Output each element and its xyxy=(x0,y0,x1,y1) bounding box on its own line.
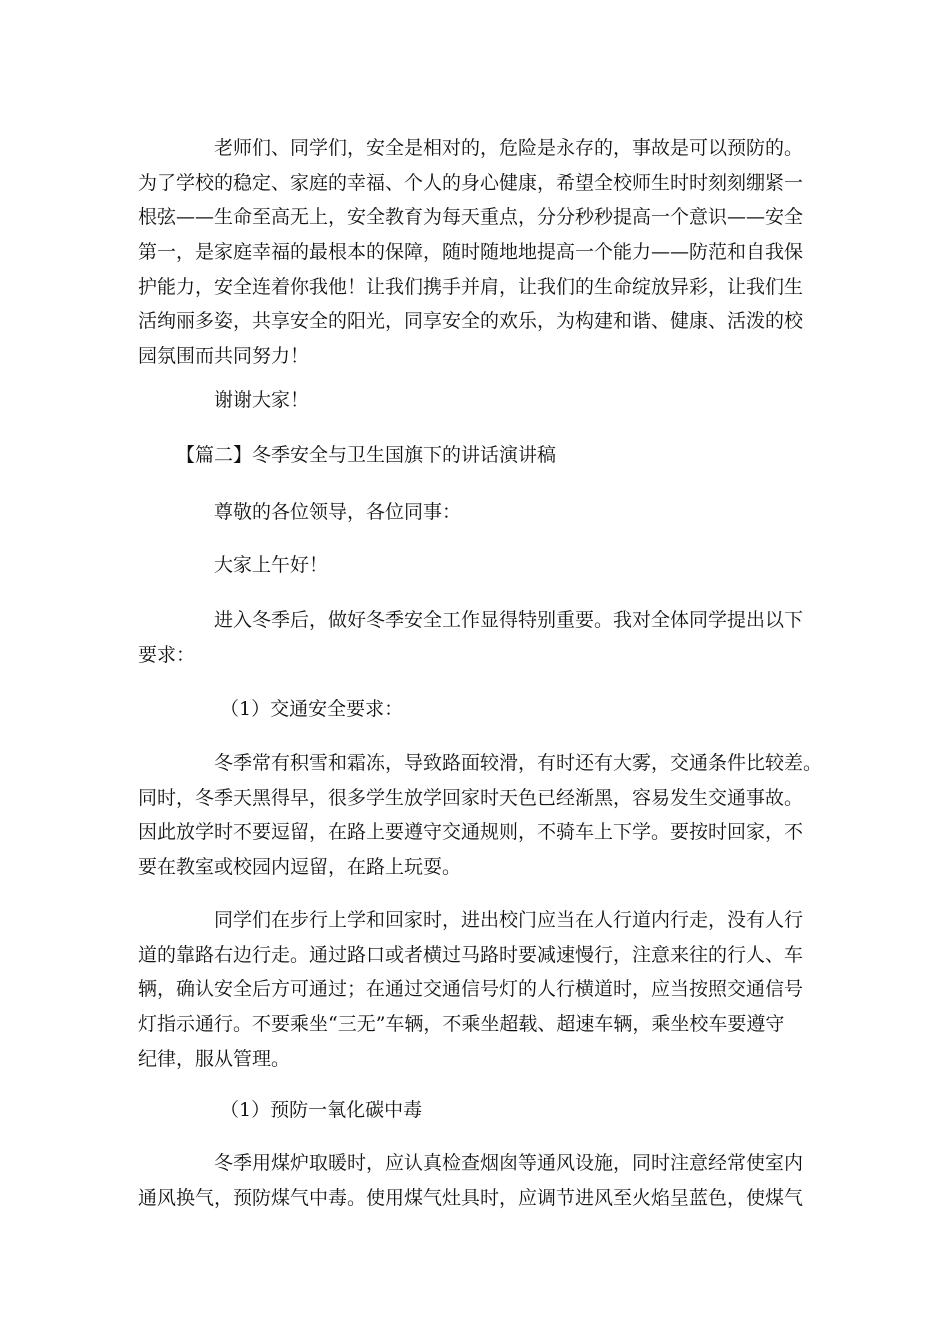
subheading-text: （1）交通安全要求： xyxy=(220,698,404,720)
text-line: 道的靠路右边行走。通过路口或者横过马路时要减速慢行，注意来往的行人、车 xyxy=(138,943,804,966)
traffic-paragraph-2 xyxy=(138,903,828,1076)
text-line: 为了学校的稳定、家庭的幸福、个人的身心健康，希望全校师生时时刻刻绷紧一 xyxy=(138,171,804,194)
text-line: 纪律，服从管理。 xyxy=(138,1047,291,1070)
text-line: 灯指示通行。不要乘坐“三无”车辆，不乘坐超载、超速车辆，乘坐校车要遵守 xyxy=(138,1013,785,1036)
text-line: 因此放学时不要逗留，在路上要遵守交通规则，不骑车上下学。要按时回家，不 xyxy=(138,821,804,844)
section-title xyxy=(138,438,828,473)
text-line: 园氛围而共同努力！ xyxy=(138,345,310,368)
salutation xyxy=(138,495,828,530)
thanks-text: 谢谢大家！ xyxy=(214,389,310,411)
text-line: 辆，确认安全后方可通过；在通过交通信号灯的人行横道时，应当按照交通信号 xyxy=(138,978,804,1001)
text-line: 护能力，安全连着你我他！让我们携手并肩，让我们的生命绽放异彩，让我们生 xyxy=(138,275,804,298)
subheading-traffic xyxy=(138,692,828,727)
thanks-line xyxy=(138,383,828,418)
text-line: 冬季用煤炉取暖时，应认真检查烟囱等通风设施，同时注意经常使室内 xyxy=(214,1152,804,1174)
co-paragraph xyxy=(138,1146,828,1215)
text-line: 要求： xyxy=(138,643,196,666)
text-line: 通风换气，预防煤气中毒。使用煤气灶具时，应调节进风至火焰呈蓝色，使煤气 xyxy=(138,1186,804,1209)
subheading-co xyxy=(138,1093,828,1128)
salutation-text: 尊敬的各位领导，各位同事： xyxy=(214,501,462,523)
greeting-text: 大家上午好！ xyxy=(214,554,329,576)
text-line: 活绚丽多姿，共享安全的阳光，同享安全的欢乐，为构建和谐、健康、活泼的校 xyxy=(138,310,804,333)
text-line: 进入冬季后，做好冬季安全工作显得特别重要。我对全体同学提出以下 xyxy=(214,609,804,631)
traffic-paragraph-1 xyxy=(138,746,828,885)
text-line: 冬季常有积雪和霜冻，导致路面较滑，有时还有大雾，交通条件比较差。 xyxy=(214,752,823,774)
text-line: 要在教室或校园内逗留，在路上玩耍。 xyxy=(138,856,462,879)
text-line: 第一，是家庭幸福的最根本的保障，随时随地地提高一个能力——防范和自我保 xyxy=(138,241,804,264)
text-line: 老师们、同学们，安全是相对的，危险是永存的，事故是可以预防的。 xyxy=(214,137,804,159)
subheading-text: （1）预防一氧化碳中毒 xyxy=(220,1099,423,1121)
section-title-text: 【篇二】冬季安全与卫生国旗下的讲话演讲稿 xyxy=(176,444,557,466)
text-line: 同时，冬季天黑得早，很多学生放学回家时天色已经渐黑，容易发生交通事故。 xyxy=(138,786,804,809)
intro-paragraph xyxy=(138,603,828,672)
text-line: 同学们在步行上学和回家时，进出校门应当在人行道内行走，没有人行 xyxy=(214,909,804,931)
greeting xyxy=(138,548,828,583)
text-line: 根弦——生命至高无上，安全教育为每天重点，分分秒秒提高一个意识——安全 xyxy=(138,206,804,229)
closing-paragraph xyxy=(138,131,828,374)
